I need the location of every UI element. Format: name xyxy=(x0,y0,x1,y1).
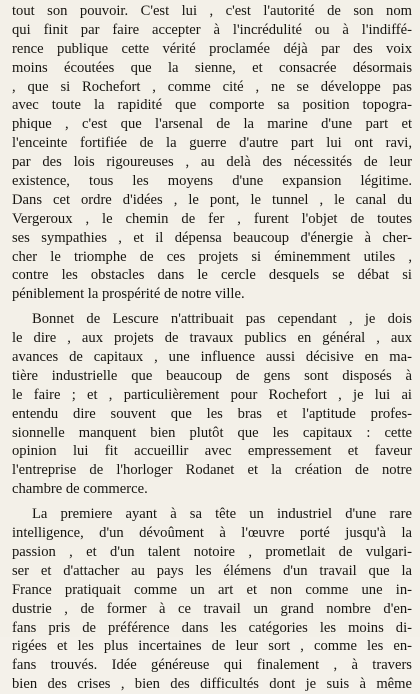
text-line: avec toute la rapidité que comporte sa position topogra- xyxy=(12,97,412,114)
text-line: avances de capitaux , une influence aussi décisive en ma- xyxy=(12,349,412,366)
text-line: cher le triomphe de ces projets si éminemment utiles , xyxy=(12,248,412,265)
text-line: bien des crises , bien des difficultés dont je suis à même xyxy=(12,676,412,693)
text-line: fans trouvés. Idée généreuse qui finalement , à travers xyxy=(12,657,412,674)
text-line: ses sympathies , et il dépensa beaucoup d'énergie à cher- xyxy=(12,229,412,246)
text-line: sionnelle manquent bien plutôt que les capitaux : cette xyxy=(12,424,412,441)
text-line: contre les obstacles dans le cercle desquels se débat si xyxy=(12,267,412,284)
text-line: péniblement la prospérité de notre ville. xyxy=(12,286,245,303)
text-line: intelligence, d'un dévoûment à l'œuvre porté jusqu'à la xyxy=(12,525,412,542)
text-line: dustrie , de former à ce travail un grand nombre d'en- xyxy=(12,600,412,617)
paragraph xyxy=(12,505,412,694)
text-line: Vergeroux , le chemin de fer , furent l'objet de toutes xyxy=(12,210,412,227)
text-line: Dans cet ordre d'idées , le pont, le tunnel , le canal du xyxy=(12,191,412,208)
text-line: rigées et les plus incertaines de leur sort , comme les en- xyxy=(12,638,412,655)
text-line: l'enceinte fortifiée de la guerre d'autre part lui ont ravi, xyxy=(12,135,412,152)
text-line: phique , c'est que l'arsenal de la marine d'une part et xyxy=(12,116,412,133)
text-line: rence publique cette vérité proclamée déjà par des voix xyxy=(12,40,412,57)
paragraph xyxy=(12,310,412,499)
text-line: France pratiquait comme un art et non comme une in- xyxy=(12,581,412,598)
text-line: ser et d'attacher au pays les élémens d'un travail que la xyxy=(12,562,412,579)
text-line: La premiere ayant à sa tête un industriel d'une rare xyxy=(32,506,412,523)
text-line: l'entreprise de l'horloger Rodanet et la création de notre xyxy=(12,462,412,479)
text-line: passion , et d'un talent notoire , prometlait de vulgari- xyxy=(12,543,412,560)
text-line: tout son pouvoir. C'est lui , c'est l'autorité de son nom xyxy=(12,3,412,19)
text-line: tière industrielle que beaucoup de gens sont disposés à xyxy=(12,367,412,384)
text-line: fans pris de préférence dans les catégories les moins di- xyxy=(12,619,412,636)
text-line: Bonnet de Lescure n'attribuait pas cependant , je dois xyxy=(32,311,412,328)
paragraph xyxy=(12,2,412,304)
text-column xyxy=(12,2,412,694)
text-line: entendu dire souvent que les bras et l'aptitude profes- xyxy=(12,405,412,422)
text-line: chambre de commerce. xyxy=(12,481,148,498)
text-line: qui finit par faire accepter à l'incrédulité ou à l'indiffé- xyxy=(12,21,412,38)
text-line: moins écoutées que la sienne, et consacrée désormais xyxy=(12,59,412,76)
text-line: le faire ; et , particulièrement pour Rochefort , je lui ai xyxy=(12,386,412,403)
text-line: par des lois rigoureuses , au delà des nécessités de leur xyxy=(12,154,412,171)
text-line: opinion lui fit accueillir avec empressement et faveur xyxy=(12,443,412,460)
text-line: le dire , aux projets de travaux publics en général , aux xyxy=(12,330,412,347)
text-line: , que si Rochefort , comme cité , ne se développe pas xyxy=(12,78,412,95)
text-line: existence, tous les moyens d'une expansion légitime. xyxy=(12,173,412,190)
